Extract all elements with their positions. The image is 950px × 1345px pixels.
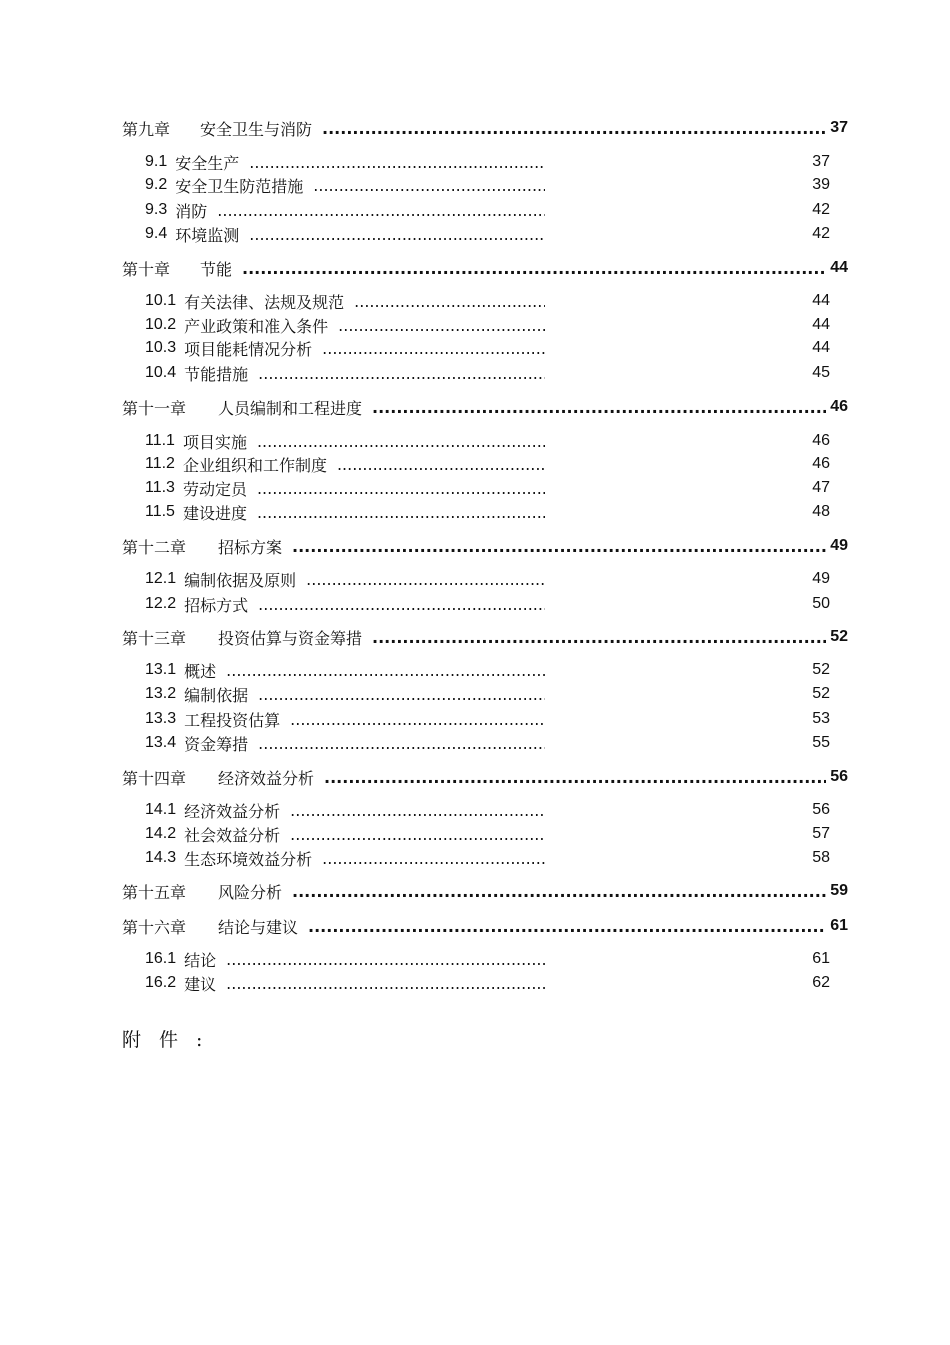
dot-leader [322,339,545,358]
section-number: 10.3 [145,339,177,356]
section-title: 编制依据及原则 [184,570,297,590]
dot-leader [308,917,826,936]
dot-leader [337,455,545,474]
section-page-number: 61 [812,950,830,967]
section-title: 企业组织和工作制度 [182,455,327,475]
section-title: 建议 [184,974,217,994]
section-title: 项目实施 [182,432,247,452]
section-number: 16.1 [145,950,177,967]
dot-leader [257,432,545,451]
toc-section-entry[interactable] [145,501,830,523]
chapter-number: 第十二章 [122,537,187,557]
dot-leader [226,950,545,969]
section-page-number: 49 [812,570,830,587]
section-title: 建设进度 [182,503,247,523]
section-page-number: 47 [812,479,830,496]
section-number: 13.4 [145,734,177,751]
chapter-page-number: 52 [830,628,848,645]
toc-section-entry[interactable] [145,948,830,970]
chapter-number: 第九章 [122,119,171,139]
section-page-number: 46 [812,432,830,449]
toc-chapter-entry[interactable] [122,257,848,279]
section-title: 消防 [175,201,208,221]
section-title: 安全卫生防范措施 [175,176,304,196]
section-title: 有关法律、法规及规范 [184,292,345,312]
toc-section-entry[interactable] [145,430,830,452]
dot-leader [258,685,545,704]
chapter-page-number: 61 [830,917,848,934]
dot-leader [249,153,545,172]
toc-section-entry[interactable] [145,337,830,359]
section-page-number: 39 [812,176,830,193]
section-number: 9.4 [145,225,168,242]
section-page-number: 44 [812,292,830,309]
section-number: 12.1 [145,570,177,587]
section-number: 9.3 [145,201,168,218]
toc-chapter-entry[interactable] [122,915,848,937]
toc-section-entry[interactable] [145,732,830,754]
toc-section-entry[interactable] [145,477,830,499]
toc-section-entry[interactable] [145,593,830,615]
section-number: 10.4 [145,364,177,381]
chapter-title: 经济效益分析 [218,768,315,788]
toc-section-entry[interactable] [145,453,830,475]
section-page-number: 44 [812,339,830,356]
dot-leader [322,119,826,138]
section-page-number: 48 [812,503,830,520]
dot-leader [290,801,545,820]
section-page-number: 46 [812,455,830,472]
dot-leader [257,479,545,498]
dot-leader [372,628,826,647]
chapter-title: 风险分析 [218,882,283,902]
section-page-number: 55 [812,734,830,751]
chapter-number: 第十六章 [122,917,187,937]
dot-leader [292,882,826,901]
toc-chapter-entry[interactable] [122,626,848,648]
section-page-number: 42 [812,201,830,218]
section-page-number: 56 [812,801,830,818]
section-title: 生态环境效益分析 [184,849,313,869]
toc-section-entry[interactable] [145,708,830,730]
section-page-number: 37 [812,153,830,170]
section-number: 14.3 [145,849,177,866]
dot-leader [217,201,545,220]
chapter-title: 投资估算与资金筹措 [218,628,363,648]
dot-leader [313,176,545,195]
section-page-number: 57 [812,825,830,842]
dot-leader [226,974,545,993]
chapter-title: 招标方案 [218,537,283,557]
chapter-title: 安全卫生与消防 [200,119,313,139]
annex-label: 附件: [122,1029,221,1051]
chapter-number: 第十章 [122,259,171,279]
section-number: 13.2 [145,685,177,702]
section-number: 13.3 [145,710,177,727]
section-title: 劳动定员 [182,479,247,499]
toc-section-entry[interactable] [145,223,830,245]
section-title: 节能措施 [184,364,249,384]
toc-section-entry[interactable] [145,823,830,845]
dot-leader [258,734,545,753]
chapter-page-number: 37 [830,119,848,136]
dot-leader [292,537,826,556]
chapter-page-number: 46 [830,398,848,415]
section-page-number: 44 [812,316,830,333]
toc-section-entry[interactable] [145,199,830,221]
section-page-number: 52 [812,661,830,678]
section-number: 14.1 [145,801,177,818]
toc-section-entry[interactable] [145,174,830,196]
dot-leader [322,849,545,868]
chapter-title: 节能 [200,259,233,279]
chapter-number: 第十四章 [122,768,187,788]
chapter-number: 第十五章 [122,882,187,902]
toc-section-entry[interactable] [145,568,830,590]
chapter-title: 结论与建议 [218,917,299,937]
chapter-page-number: 59 [830,882,848,899]
section-title: 资金筹措 [184,734,249,754]
toc-section-entry[interactable] [145,847,830,869]
section-number: 11.1 [145,432,175,449]
section-page-number: 42 [812,225,830,242]
section-number: 10.2 [145,316,177,333]
section-page-number: 58 [812,849,830,866]
section-number: 10.1 [145,292,177,309]
chapter-page-number: 49 [830,537,848,554]
dot-leader [257,503,545,522]
section-title: 环境监测 [175,225,240,245]
section-title: 编制依据 [184,685,249,705]
toc-section-entry[interactable] [145,290,830,312]
section-number: 9.2 [145,176,168,193]
toc-section-entry[interactable] [145,972,830,994]
section-number: 11.2 [145,455,175,472]
toc-chapter-entry[interactable] [122,396,848,418]
section-title: 产业政策和准入条件 [184,316,329,336]
chapter-number: 第十一章 [122,398,187,418]
section-title: 经济效益分析 [184,801,281,821]
toc-chapter-entry[interactable] [122,766,848,788]
dot-leader [290,710,545,729]
dot-leader [226,661,545,680]
dot-leader [372,398,826,417]
toc-section-entry[interactable] [145,151,830,173]
dot-leader [354,292,545,311]
chapter-title: 人员编制和工程进度 [218,398,363,418]
section-number: 11.3 [145,479,175,496]
toc-section-entry[interactable] [145,314,830,336]
section-number: 13.1 [145,661,177,678]
section-number: 16.2 [145,974,177,991]
toc-chapter-entry[interactable] [122,117,848,139]
section-title: 招标方式 [184,595,249,615]
chapter-page-number: 44 [830,259,848,276]
section-title: 项目能耗情况分析 [184,339,313,359]
section-page-number: 45 [812,364,830,381]
dot-leader [258,595,545,614]
section-page-number: 62 [812,974,830,991]
section-page-number: 50 [812,595,830,612]
toc-section-entry[interactable] [145,683,830,705]
section-number: 11.5 [145,503,175,520]
toc-chapter-entry[interactable] [122,880,848,902]
dot-leader [290,825,545,844]
chapter-number: 第十三章 [122,628,187,648]
section-number: 9.1 [145,153,168,170]
section-number: 14.2 [145,825,177,842]
section-page-number: 52 [812,685,830,702]
toc-section-entry[interactable] [145,799,830,821]
section-title: 工程投资估算 [184,710,281,730]
toc-section-entry[interactable] [145,362,830,384]
section-page-number: 53 [812,710,830,727]
section-number: 12.2 [145,595,177,612]
dot-leader [306,570,545,589]
dot-leader [338,316,545,335]
section-title: 社会效益分析 [184,825,281,845]
section-title: 安全生产 [175,153,240,173]
toc-chapter-entry[interactable] [122,535,848,557]
dot-leader [324,768,826,787]
chapter-page-number: 56 [830,768,848,785]
toc-section-entry[interactable] [145,659,830,681]
section-title: 概述 [184,661,217,681]
dot-leader [249,225,545,244]
dot-leader [242,259,826,278]
dot-leader [258,364,545,383]
section-title: 结论 [184,950,217,970]
